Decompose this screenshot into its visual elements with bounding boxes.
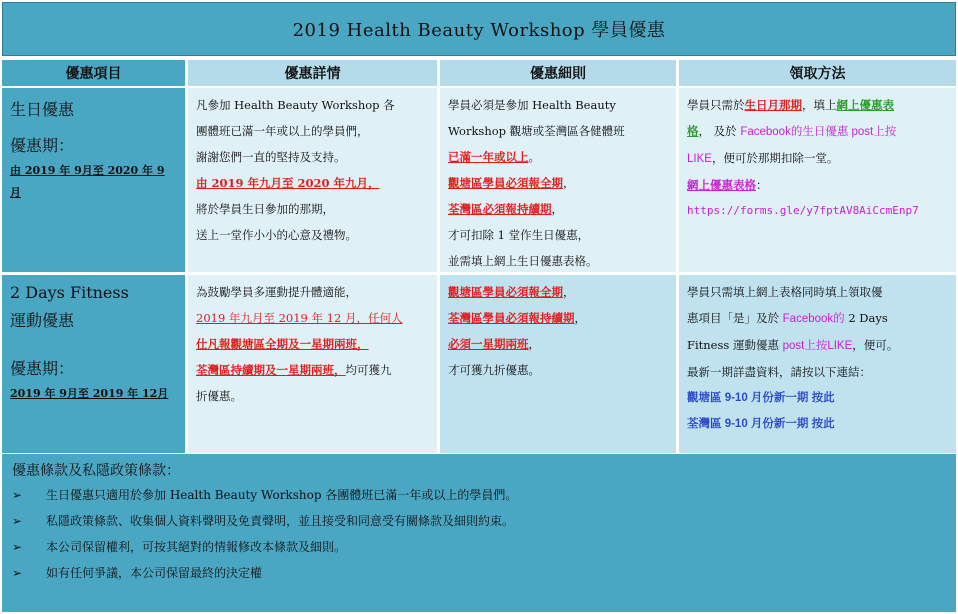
fitness-claim-l4: 最新一期詳盡資料，請按以下連結：	[687, 365, 871, 379]
bullet-arrow-icon: ➢	[12, 488, 23, 502]
birthday-rules-l3-punct: 。	[528, 150, 540, 164]
terms-item-text: 如有任何爭議，本公司保留最終的決定權	[46, 566, 263, 580]
fitness-claim-l2c: 2 Days	[844, 311, 888, 325]
birthday-rules-l1: 學員必須是參加 Health Beauty	[448, 98, 616, 112]
fitness-item-name-l1: 2 Days Fitness	[10, 283, 129, 302]
terms-heading: 優惠條款及私隱政策條款：	[12, 463, 180, 479]
fitness-rules-l2-punct: ，	[574, 311, 586, 325]
birthday-month-highlight: 生日月那期	[744, 98, 802, 112]
page-title: 2019 Health Beauty Workshop 學員優惠	[2, 2, 956, 56]
header-item: 優惠項目	[2, 60, 185, 86]
header-details: 優惠詳情	[188, 60, 437, 86]
terms-item-text: 本公司保留權利，可按其絕對的情報修改本條款及細則。	[46, 540, 347, 554]
terms-item	[12, 482, 946, 508]
online-form-label-colon: ：	[756, 178, 768, 192]
header-rules: 優惠細則	[440, 60, 676, 86]
fitness-claim-l3c: ，便可。	[852, 338, 899, 352]
terms-item	[12, 508, 946, 534]
birthday-rules-l6: 才可扣除 1 堂作生日優惠，	[448, 228, 590, 242]
fitness-rules-l4: 才可獲九折優惠。	[448, 363, 540, 377]
fitness-claim-l2: 惠項目「是」及於	[687, 311, 783, 325]
birthday-details-l4: 由 2019 年九月至 2020 年九月，	[196, 176, 380, 190]
fitness-claim-cell	[679, 275, 956, 453]
birthday-rules-l5-punct: ，	[551, 202, 563, 216]
fitness-details-l3: 仕凡報觀塘區全期及一星期兩班，	[196, 337, 369, 351]
like-text: LIKE	[687, 153, 712, 165]
fitness-details-cell	[188, 275, 437, 453]
bullet-arrow-icon: ➢	[12, 566, 23, 580]
fitness-rules-l1-punct: ，	[563, 285, 575, 299]
fitness-rules-cell	[440, 275, 676, 453]
birthday-period-line2: 月	[10, 186, 21, 199]
facebook-text: Facebook的	[782, 313, 845, 325]
facebook-birthday-post-text: Facebook的生日優惠 post上按	[740, 126, 897, 138]
birthday-claim-l2b: ， 及於	[698, 124, 741, 138]
fitness-item-name-l2: 運動優惠	[10, 311, 75, 330]
birthday-rules-l3: 已滿一年或以上	[448, 150, 529, 164]
birthday-details-l5: 將於學員生日參加的那期，	[196, 202, 334, 216]
online-form-url[interactable]: https://forms.gle/y7fptAV8AiCcmEnp7	[687, 204, 919, 217]
birthday-item-name: 生日優惠	[10, 100, 75, 119]
header-claim: 領取方法	[679, 60, 956, 86]
fitness-claim-l1: 學員只需填上網上表格同時填上領取優	[687, 285, 883, 299]
online-form-link-part2[interactable]: 格	[687, 124, 699, 138]
birthday-claim-l1c: ，填上	[802, 98, 837, 112]
birthday-claim-l3b: ，便可於那期扣除一堂。	[711, 151, 839, 165]
fitness-details-l5: 折優惠。	[196, 389, 242, 403]
terms-item	[12, 534, 946, 560]
birthday-details-l2: 團體班已滿一年或以上的學員們，	[196, 124, 369, 138]
terms-item-text: 私隱政策條款、收集個人資料聲明及免責聲明，並且接受和同意受有關條款及細則約束。	[46, 514, 515, 528]
terms-item-text: 生日優惠只適用於參加 Health Beauty Workshop 各團體班已滿一年或以上的學員們。	[46, 488, 518, 502]
birthday-period-line1: 由 2019 年 9月至 2020 年 9	[10, 164, 165, 177]
birthday-period-label: 優惠期：	[10, 136, 75, 155]
fitness-period-line: 2019 年 9月至 2019 年 12月	[10, 387, 169, 400]
birthday-details-l1: 凡參加 Health Beauty Workshop 各	[196, 98, 395, 112]
fitness-rules-l1: 觀塘區學員必須報全期	[448, 285, 563, 299]
fitness-details-l1: 為鼓勵學員多運動提升體適能，	[196, 285, 357, 299]
bullet-arrow-icon: ➢	[12, 514, 23, 528]
birthday-details-l3: 謝謝您們一直的堅持及支持。	[196, 150, 346, 164]
birthday-rules-l5: 荃灣區必須報持續期	[448, 202, 552, 216]
promo-table	[2, 2, 956, 612]
fitness-details-l2: 2019 年九月至 2019 年 12 月，任何人	[196, 311, 403, 325]
terms-section	[2, 454, 956, 612]
fitness-details-l4: 荃灣區持續期及一星期兩班，	[196, 363, 346, 377]
kwun-tong-link[interactable]: 觀塘區 9-10 月份新一期 按此	[687, 392, 835, 404]
tsuen-wan-link[interactable]: 荃灣區 9-10 月份新一期 按此	[687, 418, 835, 430]
bullet-arrow-icon: ➢	[12, 540, 23, 554]
fitness-rules-l2: 荃灣區學員必須報持續期	[448, 311, 575, 325]
fitness-claim-l3a: Fitness 運動優惠	[687, 338, 783, 352]
birthday-rules-l2: Workshop 觀塘或荃灣區各健體班	[448, 124, 625, 138]
fitness-details-l4b: 均可獲九	[345, 363, 392, 377]
fitness-period-label: 優惠期：	[10, 359, 75, 378]
birthday-rules-l4: 觀塘區學員必須報全期	[448, 176, 563, 190]
birthday-rules-l7: 並需填上網上生日優惠表格。	[448, 254, 598, 268]
birthday-details-l6: 送上一堂作小小的心意及禮物。	[196, 228, 357, 242]
fitness-rules-l3-punct: ，	[528, 337, 540, 351]
fitness-item-cell	[2, 275, 185, 453]
birthday-claim-cell	[679, 88, 956, 272]
online-form-link-part1[interactable]: 網上優惠表	[836, 98, 894, 112]
birthday-claim-l1a: 學員只需於	[687, 98, 745, 112]
terms-item	[12, 560, 946, 586]
birthday-rules-cell	[440, 88, 676, 272]
fitness-rules-l3: 必須一星期兩班	[448, 337, 529, 351]
birthday-item-cell	[2, 88, 185, 272]
post-like-text: post上按LIKE	[782, 340, 853, 352]
birthday-rules-l4-punct: ，	[563, 176, 575, 190]
birthday-details-cell	[188, 88, 437, 272]
online-form-label: 網上優惠表格	[687, 178, 756, 192]
